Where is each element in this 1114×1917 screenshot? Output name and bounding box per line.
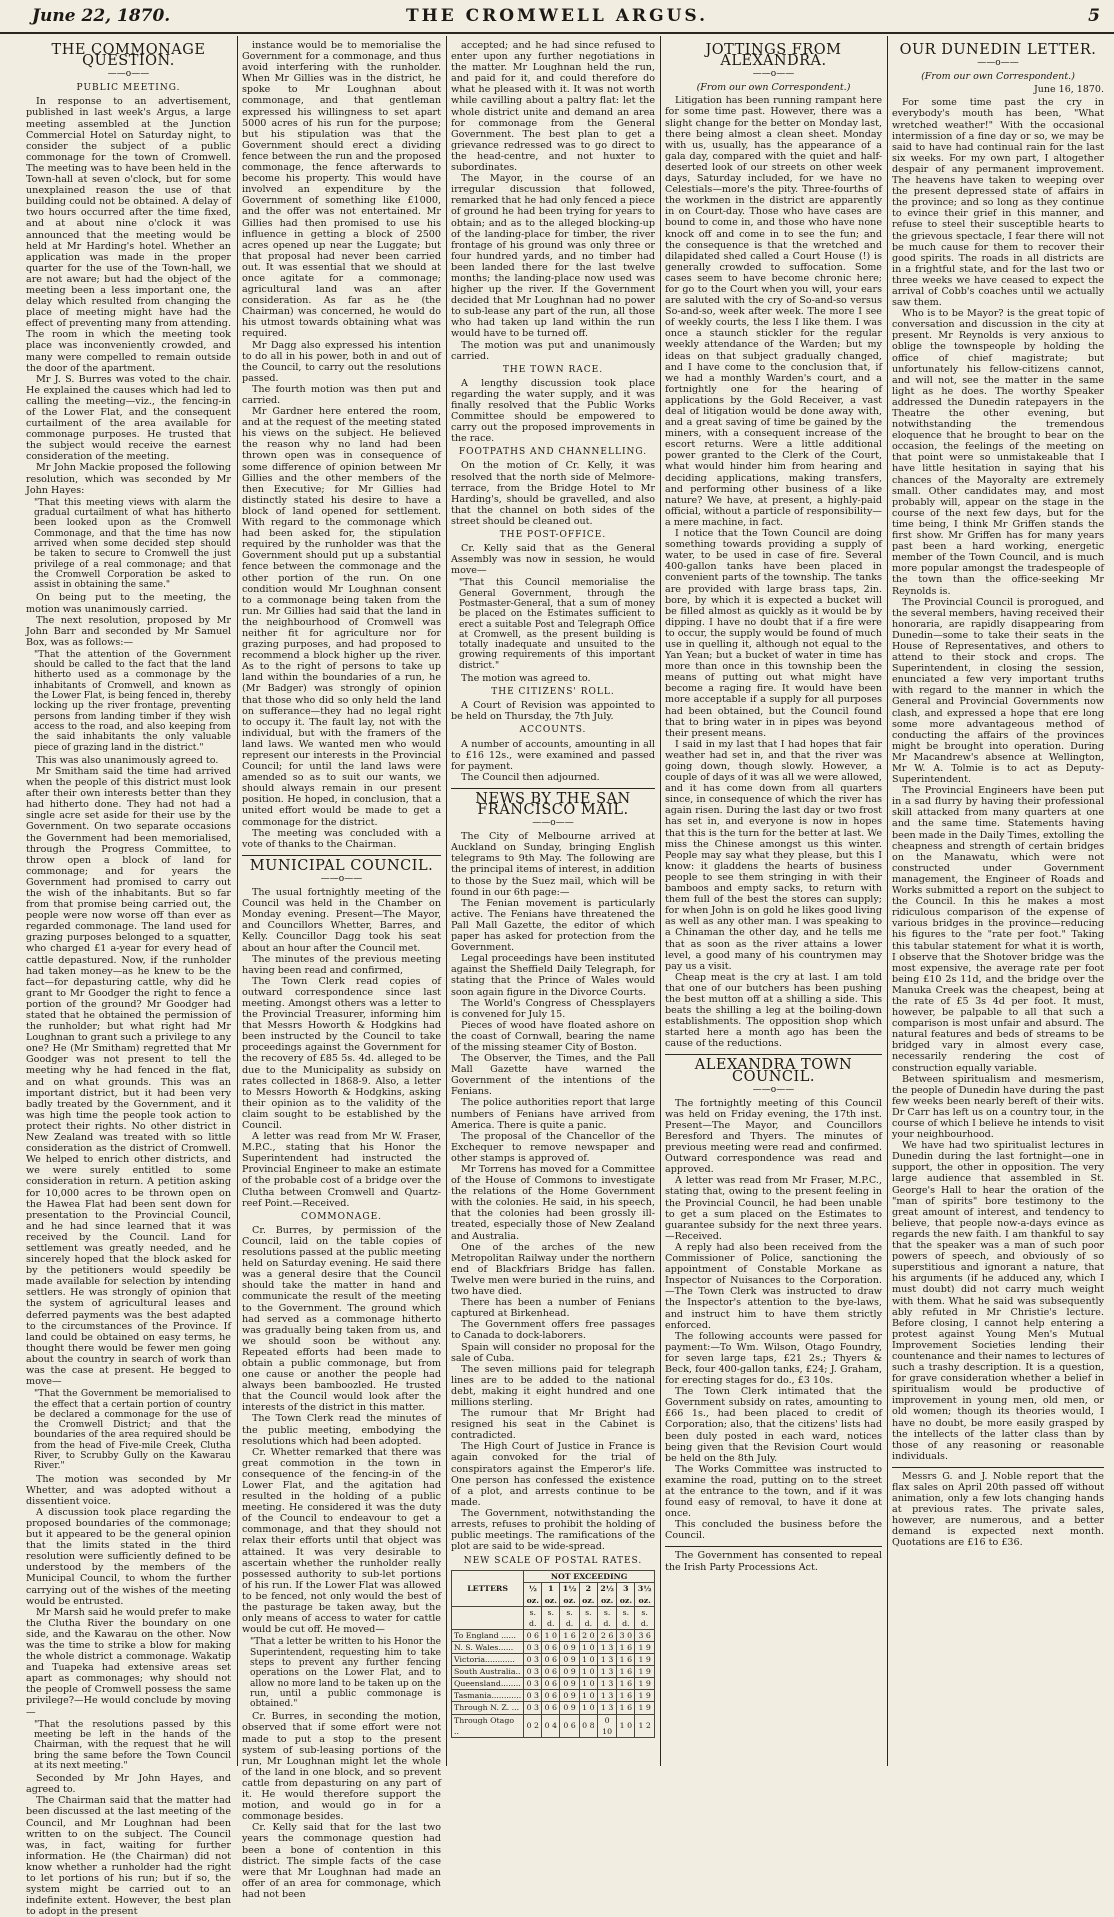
rate-cell: 3 0: [617, 1629, 635, 1641]
rate-cell: 2 0: [579, 1629, 597, 1641]
paragraph: One of the arches of the new Metropolitan Railway under the northern end of Blackfriars Bridge has fallen. Twelve men were buried in the ruins, and two have died.: [451, 1241, 655, 1298]
weight-header: 1 oz.: [542, 1583, 560, 1606]
separator: ——o——: [532, 818, 574, 829]
paragraph: The Town Clerk read copies of outward correspondence since last meeting. Amongst others was a letter to the Provincial Treasurer, informing him that Messrs Howorth & Hodgkins had been instructed by the Council to take proceedings against the Government for the recovery of £85 5s. 4d. alleged to be due to the Municipality as subsidy on rates collected in 1868-9. Also, a letter to Messrs Howorth & Hodgkins, asking their opinion as to the validity of the claim sought to be established by the Council.: [242, 975, 441, 1131]
rate-cell: 0 3: [524, 1654, 542, 1666]
rate-cell: 1 0: [617, 1714, 635, 1737]
section-subhead: COMMONAGE.: [300, 1211, 383, 1222]
rate-cell: 1 6: [617, 1654, 635, 1666]
paragraph: The Observer, the Times, and the Pall Mall Gazette have warned the Government of the intentions of the Fenians.: [451, 1053, 655, 1098]
rate-cell: 0 6: [542, 1666, 560, 1678]
paragraph: The Town Clerk read the minutes of the public meeting, embodying the resolutions which had been adopted.: [242, 1413, 441, 1447]
rate-cell: 0 4: [542, 1714, 560, 1737]
rate-cell: 1 9: [635, 1641, 655, 1653]
units-row: [452, 1606, 655, 1629]
rate-cell: 1 9: [635, 1702, 655, 1714]
rate-cell: 1 6: [617, 1690, 635, 1702]
column-commonage: [26, 40, 231, 1917]
divider: [665, 1054, 882, 1055]
paragraph: Mr Gardner here entered the room, and at the request of the meeting stated his views on the subject. He believed the reason why no land had been thrown open was in consequence of some difference of opinion between Mr Gillies and the other members of the then Executive; for Mr Gillies had distinctly stated his desire to have a block of land opened for settlement. With regard to the commonage which had been asked for, the stipulation required by the runholder was that the Government should put up a substantial fence between the commonage and the other portion of the run. On one condition would Mr Loughnan consent to a commonage being taken from the run. Mr Gillies had said that the land in the neighbourhood of Cromwell was neither fit for agriculture nor for grazing purposes, and had proposed to recommend a block higher up the river. As to the right of persons to take up land within the boundaries of a run, he (Mr Badger) was strongly of opinion that those who did so only held the land on sufferance—they had no legal right to occupy it. The fault lay, not with the individual, but with the framers of the land laws. We wanted men who would represent our interests in the Provincial Council; for until the land laws were amended so as to suit our wants, we should always remain in our present position. He hoped, in conclusion, that a united effort would be made to get a commonage for the district.: [242, 406, 441, 828]
rate-cell: 0 6: [524, 1629, 542, 1641]
paragraph: There has been a number of Fenians captured at Birkenhead.: [451, 1297, 655, 1320]
rate-cell: 0 9: [560, 1654, 580, 1666]
article-title: NEWS BY THE SAN FRANCISCO MAIL.: [475, 790, 631, 819]
rate-cell: 0 2: [524, 1714, 542, 1737]
paragraph: A letter was read from Mr Fraser, M.P.C., stating that, owing to the present feeling in the Provincial Council, he had been unable to get a sum placed on the Estimates to guarantee subsidy for the next three years.—Received.: [665, 1175, 882, 1242]
paragraph: The motion was put and unanimously carried.: [451, 339, 655, 362]
paragraph: Litigation has been running rampant here for some time past. However, there was a slight change for the better on Monday last, there being almost a clean sheet. Monday with us, usually, has the appearance of a gala day, compared with the quiet and half-deserted look of our streets on other week days, Saturday included, for we have no Celestials—more's the pity. Three-fourths of the workmen in the district are apparently in on Court-day. Those who have cases are bound to come in, and those who have none knock off and come in to see the fun; and the consequence is that the wretched and dilapidated shed called a Court House (!) is generally crowded to suffocation. Some cases seem to have become chronic here; for go to the Court when you will, your ears are saluted with the cry of So-and-so versus So-and-so, week after week. The more I see of weekly courts, the less I like them. I was once a staunch stickler for the regular weekly attendance of the Warden; but my ideas on that subject gradually changed, and I have come to the conclusion that, if we had a monthly Warden's court, and a fortnightly one for the hearing of applications by the Gold Receiver, a vast deal of litigation would be done away with, and a great saving of time be gained by the miners, with a consequent increase of the escort returns. Were a little additional power granted to the Clerk of the Court, what would hinder him from hearing and deciding applications, making transfers, and performing other business of a like nature? We have, at present, a highly-paid official, without a particle of responsibility—a mere machine, in fact.: [665, 95, 882, 528]
table-row: [452, 1678, 655, 1690]
paragraph: On being put to the meeting, the motion was unanimously carried.: [26, 592, 231, 615]
paragraph: This was also unanimously agreed to.: [36, 754, 219, 766]
section-subhead: ACCOUNTS.: [519, 725, 587, 736]
paragraph: A number of accounts, amounting in all to £16 12s., were examined and passed for payment.: [451, 738, 655, 772]
byline: (From our own Correspondent.): [696, 82, 851, 94]
divider: [242, 855, 441, 856]
units-cell: s. d.: [542, 1606, 560, 1629]
divider: [665, 1546, 882, 1547]
paragraph: Cr. Kelly said that for the last two years the commonage question had been a bone of contention in this district. The simple facts of the case were that Mr Loughnan had made an offer of an area for commonage, which had not been: [242, 1822, 441, 1900]
section-subhead: THE CITIZENS' ROLL.: [491, 687, 615, 698]
paragraph: Who is to be Mayor? is the great topic of conversation and discussion in the city at present. Mr Reynolds is very anxious to oblige the townspeople by holding the office of chief magistrate; but unfortunately his fellow-citizens cannot, and will not, see the matter in the same light as he does. The worthy Speaker addressed the Dunedin ratepayers in the Theatre the other evening, but notwithstanding the tremendous eloquence that he brought to bear on the occasion, the feelings of the meeting on that point were so unmistakeable that I have little hesitation in saying that his chances of the Mayoralty are extremely small. Other candidates may, and most probably will, appear on the stage in the course of the next few days, but for the time being, I think Mr Griffen stands the first show. Mr Griffen has for many years past been a hard working, energetic member of the Town Council, and is much more popular amongst the tradespeople of the town than the office-seeking Mr Reynolds is.: [892, 308, 1104, 597]
rate-cell: 1 0: [579, 1641, 597, 1653]
paragraph: The usual fortnightly meeting of the Council was held in the Chamber on Monday evening. Present—The Mayor, and Councillors Whetter, Barres, and Kelly. Councillor Dagg took his seat about an hour after the Council met.: [242, 887, 441, 954]
rate-cell: 0 3: [524, 1666, 542, 1678]
table-row: [452, 1654, 655, 1666]
separator: ——o——: [752, 1084, 795, 1095]
postal-table-caption: NEW SCALE OF POSTAL RATES.: [463, 1556, 643, 1567]
rate-cell: 1 6: [617, 1641, 635, 1653]
table-row: [452, 1641, 655, 1653]
paragraph: Mr Smitham said the time had arrived when the people of this district must look after their own interests better than they had hitherto done. They had not had a single acre set aside for their use by the Government. On two separate occasions the Government had been memorialised, through the Progress Committee, to throw open a block of land for commonage; and for years the Government had promised to carry out the wish of the inhabitants. But so far from that promise being carried out, the people were now worse off than ever as regarded commonage. The land used for grazing purposes belonged to a squatter, who charged £1 a-year for every head of cattle depastured. Now, if the runholder had taken money—as he knew to be the fact—for depasturing cattle, why did he grant to Mr Goodger the right to fence a portion of the ground? Mr Goodger had stated that he obtained the permission of the runholder; but what right had Mr Loughnan to grant such a privilege to any one? He (Mr Smitham) regretted that Mr Goodger was not present to tell the meeting why he had fenced in the flat, and on what grounds. This was an important district, but it had been very badly treated by the Government, and it was high time the people took action to protect their rights. No other district in New Zealand was treated with so little consideration as the district of Cromwell. We helped to enrich other districts, and we were surely entitled to some consideration in return. A petition asking for 10,000 acres to be thrown open on the Hawea Flat had been sent down for presentation to the Provincial Council, and he had since learned that it was received by the Council. Land for settlement was greatly needed, and he sincerely hoped that the block asked for by the petitioners would speedily be made available for selection by intending settlers. He was strongly of opinion that the system of agricultural leases and deferred payments was the best adapted to the circumstances of the Province. If land could be obtained on easy terms, he thought there would be fewer men going about the country in search of work than was the case at present. He begged to move—: [26, 765, 231, 1388]
rate-cell: 1 0: [579, 1654, 597, 1666]
paragraph: The Provincial Engineers have been put in a sad flurry by having their professional skill attacked from many quarters at one and the same time. Statements having been made in the Daily Times, extolling the cheapness and strength of certain bridges on the Manawatu, which were not constructed under Government management, the Engineer of Roads and Works submitted a report on the subject to the Council. In this he makes a most ridiculous comparison of the expense of various bridges in the province—reducing his figures to the "rate per foot." Taking this tabular statement for what it is worth, I observe that the Shotover bridge was the most expensive, the average rate per foot being £10 2s 11d, and the bridge over the Manuka Creek was the cheapest, being at the rate of £5 3s 4d per foot. It must, however, be palpable to all that such a comparison is most unfair and absurd. The natural features and beds of streams to be bridged vary in almost every case, necessarily rendering the cost of construction equally variable.: [892, 785, 1104, 1074]
rate-cell: 0 9: [560, 1666, 580, 1678]
rate-cell: 1 3: [597, 1702, 617, 1714]
column-rule: [660, 36, 661, 1766]
rate-cell: 1 6: [560, 1629, 580, 1641]
article-title: THE COMMONAGE QUESTION.: [51, 42, 206, 70]
rate-cell: 0 3: [524, 1641, 542, 1653]
rate-cell: 0 3: [524, 1678, 542, 1690]
table-row: [452, 1690, 655, 1702]
divider: [892, 1467, 1104, 1468]
paragraph: accepted; and he had since refused to enter upon any further negotiations in the matter. Mr Loughnan held the run, and paid for it, and could therefore do what he pleased with it. It was not worth while cavilling about a paltry flat: let the whole district unite and demand an area for commonage from the General Government. The best plan to get a grievance redressed was to go direct to the head-centre, and not huxter to subordinates.: [451, 40, 655, 174]
column-rule: [237, 36, 238, 1766]
rate-cell: 1 0: [579, 1666, 597, 1678]
rate-cell: 1 9: [635, 1678, 655, 1690]
section-subhead: THE POST-OFFICE.: [499, 530, 607, 541]
paragraph: The motion was agreed to.: [461, 673, 591, 685]
table-row: [452, 1714, 655, 1737]
separator: ——o——: [107, 69, 150, 80]
paragraph: A reply had also been received from the Commissioner of Police, sanctioning the appointment of Constable Morkane as Inspector of Nuisances to the Corporation.—The Town Clerk was instructed to draw the Inspector's attention to the bye-laws, and instruct him to have them strictly enforced.: [665, 1241, 882, 1331]
dateline: June 16, 1870.: [1033, 84, 1104, 96]
paragraph: The motion was seconded by Mr Whetter, and was adopted without a dissentient voice.: [26, 1473, 231, 1507]
paragraph: The Council then adjourned.: [461, 771, 600, 783]
destination-cell: To England ......: [452, 1629, 524, 1641]
table-row: [452, 1666, 655, 1678]
column-rule: [446, 36, 447, 1766]
masthead: [0, 0, 1114, 34]
rate-cell: 0 8: [579, 1714, 597, 1737]
paragraph: The Works Committee was instructed to examine the road, putting on to the street at the entrance to the town, and if it was found easy of removal, to have it done at once.: [665, 1463, 882, 1520]
column-dunedin: [892, 40, 1104, 1766]
paragraph: The Chairman said that the matter had been discussed at the last meeting of the Council, and Mr Loughnan had been written to on the subject. The Council was, in fact, waiting for further information. He (the Chairman) did not know whether a runholder had the right to let portions of his run; but if so, the system might be carried out to an indefinite extent. However, the best plan to adopt in the present: [26, 1795, 231, 1917]
paragraph: The meeting was concluded with a vote of thanks to the Chairman.: [242, 827, 441, 850]
rate-cell: 0 9: [560, 1702, 580, 1714]
resolution-quote: "That this meeting views with alarm the gradual curtailment of what has hitherto been looked upon as the Cromwell Commonage, and that the time has now arrived when some decided step should be taken to secure to Cromwell the just privilege of a real commonage; and that the Cromwell Corporation be asked to assist in obtaining the same.": [34, 497, 231, 591]
section-subhead: FOOTPATHS AND CHANNELLING.: [458, 447, 648, 458]
paragraph: I notice that the Town Council are doing something towards providing a supply of water, to be used in case of fire. Several 400-gallon tanks have been placed in convenient parts of the township. The tanks are provided with large brass taps, 2in. bore, by which it is expected a bucket will be filled almost as quickly as it would be by dipping. I have no doubt that if a fire were to occur, the supply would be found of much use in quelling it, although not equal to the Yan Yean; but a bucket of water in time has more than once in this township been the means of putting out what might have become a raging fire. It would have been more acceptable if a supply for all purposes had been obtained, but the Council found that to bring water in in pipes was beyond their present means.: [665, 528, 882, 739]
units-cell: s. d.: [579, 1606, 597, 1629]
weight-header: 2½ oz.: [597, 1583, 617, 1606]
destination-cell: Queensland........: [452, 1678, 524, 1690]
paragraph: Cr. Burres, in seconding the motion, observed that if some effort were not made to put a stop to the present system of sub-leasing portions of the run, Mr Loughnan might let the whole of the land in one block, and so prevent cattle from depasturing on any part of it. He would therefore support the motion, and would go in for a commonage besides.: [242, 1711, 441, 1823]
column-alexandra: [665, 40, 882, 1766]
rate-cell: 1 3: [597, 1678, 617, 1690]
paragraph: Mr Torrens has moved for a Committee of the House of Commons to investigate the relations of the Home Government with the colonies. He said, in his speech, that the colonies had been grossly ill-treated, especially those of New Zealand and Australia.: [451, 1164, 655, 1242]
paragraph: I said in my last that I had hopes that fair weather had set in, and that the river was going down, though slowly. However, a couple of days of it was all we were allowed, and it has come down from all quarters since, in consequence of which the river has again risen. During the last day or two frost has set in, and everyone is now in hopes that this is the turn for the better at last. We miss the Chinese amongst us this winter. People may say what they please, but this I know: it gladdens the hearts of business people to see them stringing in with their bamboos and empty sacks, to return with them full of the best the stores can supply; for when John is on gold he likes good living as well as any other man. I was speaking to a Chinaman the other day, and he tells me that as soon as the river attains a lower level, a good many of his countrymen may pay us a visit.: [665, 738, 882, 972]
postal-rows: [452, 1606, 655, 1737]
rate-cell: 0 10: [597, 1714, 617, 1737]
rate-cell: 1 3: [597, 1654, 617, 1666]
paragraph: Between spiritualism and mesmerism, the people of Dunedin have during the past few weeks been nearly bereft of their wits. Dr Carr has left us on a country tour, in the course of which I believe he intends to visit your neighbourhood.: [892, 1073, 1104, 1141]
paragraph: The next resolution, proposed by Mr John Barr and seconded by Mr Samuel Box, was as follows:—: [26, 614, 231, 648]
paragraph: Pieces of wood have floated ashore on the coast of Cornwall, bearing the name of the missing steamer City of Boston.: [451, 1019, 655, 1053]
rate-cell: 3 6: [635, 1629, 655, 1641]
newspaper-title: THE CROMWELL ARGUS.: [406, 6, 708, 26]
destination-cell: Through Otago ..: [452, 1714, 524, 1737]
paragraph: A lengthy discussion took place regarding the water supply, and it was finally resolved that the Public Works Committee should be empowered to carry out the proposed improvements in the race.: [451, 377, 655, 445]
paragraph: In response to an advertisement, published in last week's Argus, a large meeting assembled at the Junction Commercial Hotel on Saturday night, to consider the subject of a public commonage for the town of Cromwell. The meeting was to have been held in the Town-hall at seven o'clock, but for some unexplained reason the use of that building could not be obtained. A delay of two hours occurred after the time fixed, and at about nine o'clock it was announced that the meeting would be held at Mr Harding's hotel. Whether an application was made in the proper quarter for the use of the Town-hall, we are not aware; but had the object of the meeting been a less important one, the delay which resulted from changing the place of meeting might have had the effect of preventing many from attending. The room in which the meeting took place was inconveniently crowded, and many were compelled to remain outside the door of the apartment.: [26, 96, 231, 374]
paragraph: The Town Clerk intimated that the Government subsidy on rates, amounting to £66 1s., had been placed to credit of Corporation; also, that the citizens' lists had been duly posted in each ward, notices being given that the Revision Court would be held on the 8th July.: [665, 1386, 882, 1464]
weight-header: 3 oz.: [617, 1583, 635, 1606]
paragraph: Legal proceedings have been instituted against the Sheffield Daily Telegraph, for stating that the Prince of Wales would soon again figure in the Divorce Courts.: [451, 953, 655, 998]
paragraph: The City of Melbourne arrived at Auckland on Sunday, bringing English telegrams to 9th May. The following are the principal items of interest, in addition to those by the Suez mail, which will be found in our 6th page:—: [451, 831, 655, 898]
paragraph: The fortnightly meeting of this Council was held on Friday evening, the 17th inst. Present—The Mayor, and Councillors Beresford and Thyers. The minutes of previous meeting were read and confirmed. Outward correspondence was read and approved.: [665, 1097, 882, 1176]
paragraph: Messrs G. and J. Noble report that the flax sales on April 20th passed off without animation, only a few lots changing hands at previous rates. The private sales, however, are numerous, and a better demand is expected next month. Quotations are £16 to £36.: [892, 1470, 1104, 1549]
resolution-quote: "That the attention of the Government should be called to the fact that the land hitherto used as a commonage by the inhabitants of Cromwell, and known as the Lower Flat, is being fenced in, thereby locking up the river frontage, preventing persons from landing timber if they wish access to the road, and also keeping from the said inhabitants the only valuable piece of grazing land in the district.": [34, 649, 231, 753]
weight-header: ½ oz.: [524, 1583, 542, 1606]
rate-cell: 1 6: [617, 1678, 635, 1690]
destination-cell: N. S. Wales......: [452, 1641, 524, 1653]
paragraph: Mr John Mackie proposed the following resolution, which was seconded by Mr John Hayes:: [26, 462, 231, 496]
paragraph: The World's Congress of Chessplayers is convened for July 15.: [451, 997, 655, 1020]
paragraph: The proposal of the Chancellor of the Exchequer to remove newspaper and other stamps is approved of.: [451, 1130, 655, 1164]
paragraph: The seven millions paid for telegraph lines are to be added to the national debt, making it eight hundred and one millions sterling.: [451, 1363, 655, 1408]
weight-header: 2 oz.: [579, 1583, 597, 1606]
separator: ——o——: [977, 58, 1019, 69]
paragraph: The Government, notwithstanding the arrests, refuses to prohibit the holding of public meetings. The ramifications of the plot are said to be wide-spread.: [451, 1507, 655, 1553]
postal-rates-table: [451, 1570, 655, 1737]
paragraph: The Provincial Council is prorogued, and the several members, having received their honoraria, are rapidly disappearing from Dunedin—some to take their seats in the House of Representatives, and others to attend to their stock and crops. The Superintendent, in closing the session, enunciated a few very important truths with regard to the manner in which the General and Provincial Governments now clash, and expressed a hope that ere long some more advantageous method of conducting the affairs of the provinces might be brought into operation. During Mr Macandrew's absence at Wellington, Mr W. A. Tolmie is to act as Deputy-Superintendent.: [892, 596, 1104, 786]
paragraph: This concluded the business before the Council.: [665, 1519, 882, 1542]
rate-cell: 0 6: [542, 1678, 560, 1690]
destination-cell: Victoria............: [452, 1654, 524, 1666]
paragraph: The following accounts were passed for payment:—To Wm. Wilson, Otago Foundry, for seven large taps, £21 2s.; Thyers & Beck, four 400-gallon tanks, £24; J. Graham, for erecting stages for do., £3 10s.: [665, 1330, 882, 1387]
paragraph: Cr. Burres, by permission of the Council, laid on the table copies of resolutions passed at the public meeting held on Saturday evening. He said there was a general desire that the Council should take the matter in hand and communicate the result of the meeting to the Government. The ground which had served as a commonage hitherto was gradually being taken from us, and we should soon be without any. Repeated efforts had been made to obtain a public commonage, but from one cause or another the people had always been bamboozled. He trusted that the Council would look after the interests of the district in this matter.: [242, 1224, 441, 1414]
paragraph: The police authorities report that large numbers of Fenians have arrived from America. There is quite a panic.: [451, 1097, 655, 1131]
rate-cell: 1 0: [579, 1678, 597, 1690]
rate-cell: 1 3: [597, 1666, 617, 1678]
rate-cell: 0 6: [560, 1714, 580, 1737]
section-subhead: THE TOWN RACE.: [502, 364, 604, 375]
paragraph: On the motion of Cr. Kelly, it was resolved that the north side of Melmore-terrace, from the Bridge Hotel to Mr Harding's, should be gravelled, and also that the channel on both sides of the street should be cleaned out.: [451, 460, 655, 527]
paragraph: Mr Dagg also expressed his intention to do all in his power, both in and out of the Council, to carry out the resolutions passed.: [242, 339, 441, 384]
article-title: ALEXANDRA TOWN COUNCIL.: [694, 1057, 853, 1085]
rate-cell: 1 2: [635, 1714, 655, 1737]
paragraph: Spain will consider no proposal for the sale of Cuba.: [451, 1341, 655, 1364]
weight-header: 3½ oz.: [635, 1583, 655, 1606]
paragraph: We have had two spiritualist lectures in Dunedin during the last fortnight—one in support, the other in opposition. The very large audience that assembled in St. George's Hall to hear the oration of the "man of spirits" bore testimony to the great amount of interest, and tendency to believe, that people now-a-days evince as regards the new faith. I am thankful to say that the speaker was a man of such poor powers of speech, and obviously of so superstitious and ignorant a nature, that his arguments (if he adduced any, which I must doubt) did not carry much weight with them. What he said was subsequently ably refuted in Mr Christie's lecture. Before closing, I cannot help entering a protest against Young Men's Mutual Improvement Societies lending their countenance and their names to lectures of such a trashy description. It is a question, for grave consideration whether a belief in spiritualism would be productive of improvement in young men, old men, or old women; though its theories would, I have no doubt, be more easily grasped by the intellects of the latter class than by those of any reasoning or reasonable individuals.: [892, 1140, 1104, 1462]
paragraph: The High Court of Justice in France is again convoked for the trial of conspirators against the Emperor's life. One person has confessed the existence of a plot, and arrests continue to be made.: [451, 1441, 655, 1508]
destination-cell: South Australia..: [452, 1666, 524, 1678]
units-cell: s. d.: [524, 1606, 542, 1629]
destination-cell: Tasmania............: [452, 1690, 524, 1702]
column-rule: [887, 36, 888, 1766]
table-corner: LETTERS: [452, 1571, 524, 1606]
paragraph: The Fenian movement is particularly active. The Fenians have threatened the Pall Mall Gazette, the editor of which paper has asked for protection from the Government.: [451, 897, 655, 954]
table-row: [452, 1702, 655, 1714]
article-title: MUNICIPAL COUNCIL.: [249, 857, 434, 874]
paragraph: Seconded by Mr John Hayes, and agreed to.: [26, 1773, 231, 1796]
paragraph: The Mayor, in the course of an irregular discussion that followed, remarked that he had only fenced a piece of ground he had been trying for years to obtain; and as to the alleged blocking-up of the landing-place for timber, the river frontage of his ground was only three or four hundred yards, and no timber had been landed there for the last twelve months; the landing-place now used was higher up the river. If the Government decided that Mr Loughnan had no power to sub-lease any part of the run, all those who had taken up land within the run would have to be turned off.: [451, 173, 655, 340]
paragraph: The Government offers free passages to Canada to dock-laborers.: [451, 1319, 655, 1342]
rate-cell: 1 0: [542, 1629, 560, 1641]
rate-cell: 0 9: [560, 1690, 580, 1702]
paragraph: Mr Marsh said he would prefer to make the Clutha River the boundary on one side, and the Kawarau on the other. Now was the time to strike a blow for making the whole district a commonage. Wakatip and Tuapeka had extensive areas set apart as commonages; why should not the people of Cromwell possess the same privilege?—He would conclude by moving—: [26, 1606, 231, 1718]
destination-cell: Through N. Z. ...: [452, 1702, 524, 1714]
units-cell: s. d.: [635, 1606, 655, 1629]
table-row: [452, 1629, 655, 1641]
paragraph: Cr. Whetter remarked that there was great commotion in the town in consequence of the fencing-in of the Lower Flat, and the agitation had resulted in the holding of a public meeting. He considered it was the duty of the Council to endeavour to get a commonage, and that they should not relax their efforts until that object was attained. It was very desirable to ascertain whether the runholder really possessed authority to sub-let portions of his run. If the Lower Flat was allowed to be fenced, not only would the best of the pasturage be taken away, but the only means of access to water for cattle would be cut off. He moved—: [242, 1446, 441, 1636]
issue-date: June 22, 1870.: [32, 6, 171, 26]
rate-cell: 0 6: [542, 1641, 560, 1653]
rate-cell: 0 9: [560, 1641, 580, 1653]
separator: ——o——: [320, 873, 363, 884]
rate-cell: 0 3: [524, 1702, 542, 1714]
rate-cell: 1 0: [579, 1690, 597, 1702]
paragraph: Cheap meat is the cry at last. I am told that one of our butchers has been pushing the best mutton off at a shilling a side. This beats the shilling a leg at the boiling-down establishments. The opposition shop which started here a month ago has been the cause of the reductions.: [665, 971, 882, 1050]
column-news: [451, 40, 655, 1766]
article-title: JOTTINGS FROM ALEXANDRA.: [705, 42, 842, 70]
article-subtitle: PUBLIC MEETING.: [76, 83, 181, 94]
rate-cell: 1 0: [579, 1702, 597, 1714]
units-cell: s. d.: [617, 1606, 635, 1629]
resolution-quote: "That the Government be memorialised to the effect that a certain portion of country be declared a commonage for the use of the Cromwell District; and that the boundaries of the area required should be from the head of Five-mile Creek, Clutha River, to Scrubby Gully on the Kawarau River.": [34, 1389, 231, 1472]
units-blank: [452, 1606, 524, 1629]
rate-cell: 1 3: [597, 1641, 617, 1653]
divider: [451, 788, 655, 789]
resolution-quote: "That the resolutions passed by this meeting be left in the hands of the Chairman, with the request that he will bring the same before the Town Council at its next meeting.": [34, 1719, 231, 1771]
rate-cell: 0 3: [524, 1690, 542, 1702]
paragraph: A letter was read from Mr W. Fraser, M.P.C., stating that his Honor the Superintendent had instructed the Provincial Engineer to make an estimate of the probable cost of a bridge over the Clutha between Cromwell and Quartz-reef Point.—Received.: [242, 1131, 441, 1209]
rate-cell: 1 9: [635, 1654, 655, 1666]
weight-header: 1½ oz.: [560, 1583, 580, 1606]
separator: ——o——: [752, 69, 795, 80]
table-subcaption: NOT EXCEEDING: [524, 1571, 655, 1583]
rate-cell: 0 9: [560, 1678, 580, 1690]
paragraph: The fourth motion was then put and carried.: [242, 383, 441, 406]
units-cell: s. d.: [597, 1606, 617, 1629]
paragraph: The Government has consented to repeal the Irish Party Processions Act.: [665, 1550, 882, 1573]
rate-cell: 0 6: [542, 1690, 560, 1702]
paragraph: The rumour that Mr Bright had resigned his seat in the Cabinet is contradicted.: [451, 1408, 655, 1442]
column-municipal: [242, 40, 441, 1900]
rate-cell: 1 3: [597, 1690, 617, 1702]
rate-cell: 0 6: [542, 1702, 560, 1714]
motion-quote: "That a letter be written to his Honor the Superintendent, requesting him to take steps to prevent any further fencing operations on the Lower Flat, and to allow no more land to be taken up on the run, until a public commonage is obtained.": [250, 1637, 441, 1710]
rate-cell: 1 9: [635, 1690, 655, 1702]
byline: (From our own Correspondent.): [921, 71, 1075, 83]
units-cell: s. d.: [560, 1606, 580, 1629]
paragraph: Mr J. S. Burres was voted to the chair. He explained the causes which had led to calling the meeting—viz., the fencing-in of the Lower Flat, and the consequent curtailment of the area available for commonage purposes. He trusted that the subject would receive the earnest consideration of the meeting.: [26, 373, 231, 463]
article-title: OUR DUNEDIN LETTER.: [899, 42, 1097, 58]
motion-quote: "That this Council memorialise the General Government, through the Postmaster-General, that a sum of money be placed on the Estimates sufficient to erect a suitable Post and Telegraph Office at Cromwell, as the present building is totally inadequate and unsuited to the growing requirements of this important district.": [459, 578, 655, 671]
rate-cell: 1 6: [617, 1702, 635, 1714]
paragraph: A Court of Revision was appointed to be held on Thursday, the 7th July.: [451, 700, 655, 723]
rate-cell: 1 9: [635, 1666, 655, 1678]
paragraph: For some time past the cry in everybody's mouth has been, "What wretched weather!" With the occasional intermission of a fine day or so, we may be said to have had continual rain for the last six weeks. For my own part, I altogether despair of any permanent improvement. The heavens have taken to weeping over the present depressed state of affairs in the province; and so long as they continue to evince their grief in this manner, and refuse to steel their susceptible hearts to the grievous spectacle, I fear there will not be much cause for them to recover their good spirits. The roads in all districts are in a frightful state, and for the last two or three weeks we have ceased to expect the arrival of Cobb's coaches until we actually saw them.: [892, 97, 1104, 309]
rate-cell: 1 6: [617, 1666, 635, 1678]
rate-cell: 2 6: [597, 1629, 617, 1641]
paragraph: instance would be to memorialise the Government for a commonage, and thus avoid interfering with the runholder. When Mr Gillies was in the district, he spoke to Mr Loughnan about commonage, and that gentleman expressed his willingness to set apart 5000 acres of his run for the purpose; but his stipulation was that the Government should erect a dividing fence between the run and the proposed commonage, the fence afterwards to become his property. This would have involved an expenditure by the Government of something like £1000, and the offer was not entertained. Mr Gillies had then promised to use his influence in getting a block of 2500 acres opened up near the Luggate; but that proposal had never been carried out. It was essential that we should at once agitate for a commonage; agricultural land was an after consideration. As far as he (the Chairman) was concerned, he would do his utmost towards obtaining what was required.: [242, 40, 441, 340]
paragraph: Cr. Kelly said that as the General Assembly was now in session, he would move—: [451, 543, 655, 577]
page-number: 5: [1088, 6, 1100, 26]
paragraph: A discussion took place regarding the proposed boundaries of the commonage; but it appeared to be the general opinion that the limits stated in the third resolution were sufficiently defined to be understood by the members of the Municipal Council, to whom the further carrying out of the wishes of the meeting would be entrusted.: [26, 1506, 231, 1607]
rate-cell: 0 6: [542, 1654, 560, 1666]
paragraph: The minutes of the previous meeting having been read and confirmed,: [242, 953, 441, 976]
